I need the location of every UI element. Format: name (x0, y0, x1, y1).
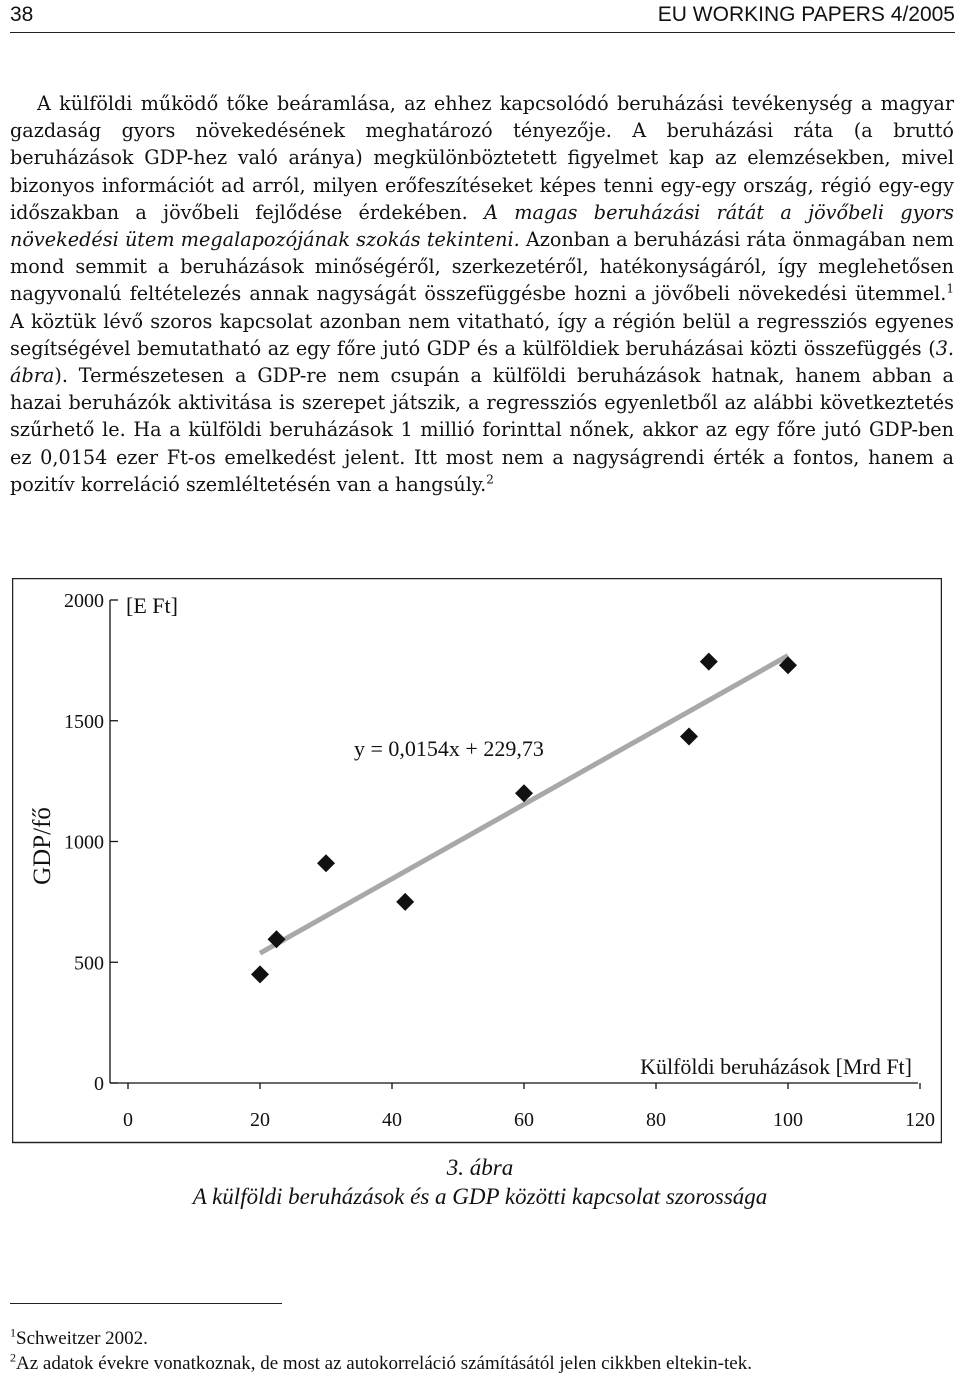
footnote-mark: 1 (10, 1325, 16, 1340)
y-tick-label: 1000 (64, 831, 104, 854)
paragraph (10, 90, 954, 498)
journal-title: EU WORKING PAPERS 4/2005 (657, 3, 955, 26)
page-header (10, 0, 955, 33)
footnote-ref-2[interactable]: 2 (486, 472, 494, 487)
x-tick-label: 60 (514, 1109, 534, 1131)
figure-caption: A külföldi beruházások és a GDP közötti kapcsolat szorossága (192, 1184, 768, 1209)
x-axis-label: Külföldi beruházások [Mrd Ft] (640, 1054, 912, 1079)
y-tick-label: 0 (94, 1073, 104, 1095)
text-segment: A külföldi működő tőke beáramlása, az ehhez kapcsolódó beruházási tevékenység a magyar gazdaság gyors növekedésének meghatározó tényezője. A beruházási ráta (a bruttó beruházások GDP-hez való aránya) megkülönböztetett figyelmet kap az elemzésekben, mivel bizonyos információt ad arról, milyen erőfeszítéseket képes tenni egy-egy ország, régió egy-egy időszakban a jövőbeli fejlődése érdekében. (10, 92, 954, 224)
footnote-text: Az adatok évekre vonatkoznak, de most az autokorreláció számításától jelen cikkben eltekin-tek. (16, 1353, 752, 1374)
x-tick-label: 20 (250, 1109, 270, 1131)
text-segment: ). Természetesen a GDP-re nem csupán a külföldi beruházások hatnak, hanem abban a hazai beruházók aktivitása is szerepet játszik, a regressziós egyenletből az alábbi következtetés szűrhető le. Ha a külföldi beruházások 1 millió forinttal nőnek, akkor az egy főre jutó GDP-ben ez 0,0154 ezer Ft-os emelkedést jelent. Itt most nem a nagyságrendi érték a fontos, hanem a pozitív korreláció szemléltetésén van a hangsúly. (10, 364, 954, 496)
footnote-ref-1[interactable]: 1 (946, 282, 954, 297)
y-tick-label: 500 (74, 952, 104, 975)
footnote-text: Schweitzer 2002. (16, 1328, 148, 1349)
footnote-mark: 2 (10, 1350, 16, 1365)
trendline-equation: y = 0,0154x + 229,73 (354, 736, 544, 761)
scatter-chart (12, 578, 942, 1144)
italic-segment: A magas beruházási rátát a jövőbeli gyors növekedési ütem megalapozójának szokás tekinteni. (10, 200, 954, 252)
page-number: 38 (10, 3, 34, 26)
footnote-rule (10, 1303, 282, 1304)
text-segment: Azonban a beruházási ráta önmagában nem mond semmit a beruházások minőségéről, szerkezetéről, hatékonyságáról, így meglehetősen nagyvonalú feltételezés annak nagyságát összefüggésbe hozni a jövőbeli növekedési ütemmel. (10, 228, 954, 306)
y-tick-label: 2000 (64, 590, 104, 612)
y-axis-label: GDP/fő (29, 807, 56, 885)
y-tick-label: 1500 (64, 710, 104, 733)
footnote-1 (10, 1327, 954, 1350)
y-unit-label: [E Ft] (126, 593, 178, 618)
x-tick-label: 120 (905, 1109, 935, 1131)
figure-reference[interactable]: 3. ábra (10, 336, 954, 388)
x-tick-label: 100 (773, 1109, 803, 1131)
figure-number: 3. ábra (446, 1155, 514, 1180)
x-tick-label: 80 (646, 1109, 666, 1131)
x-tick-label: 0 (123, 1109, 133, 1131)
x-tick-label: 40 (382, 1109, 402, 1131)
body-text (10, 90, 954, 498)
footnote-2 (10, 1352, 954, 1375)
text-segment: A köztük lévő szoros kapcsolat azonban nem vitatható, így a régión belül a regressziós egyenes segítségével bemutatható az egy főre jutó GDP és a külföldiek beruházásai közti összefüggés ( (10, 309, 954, 360)
